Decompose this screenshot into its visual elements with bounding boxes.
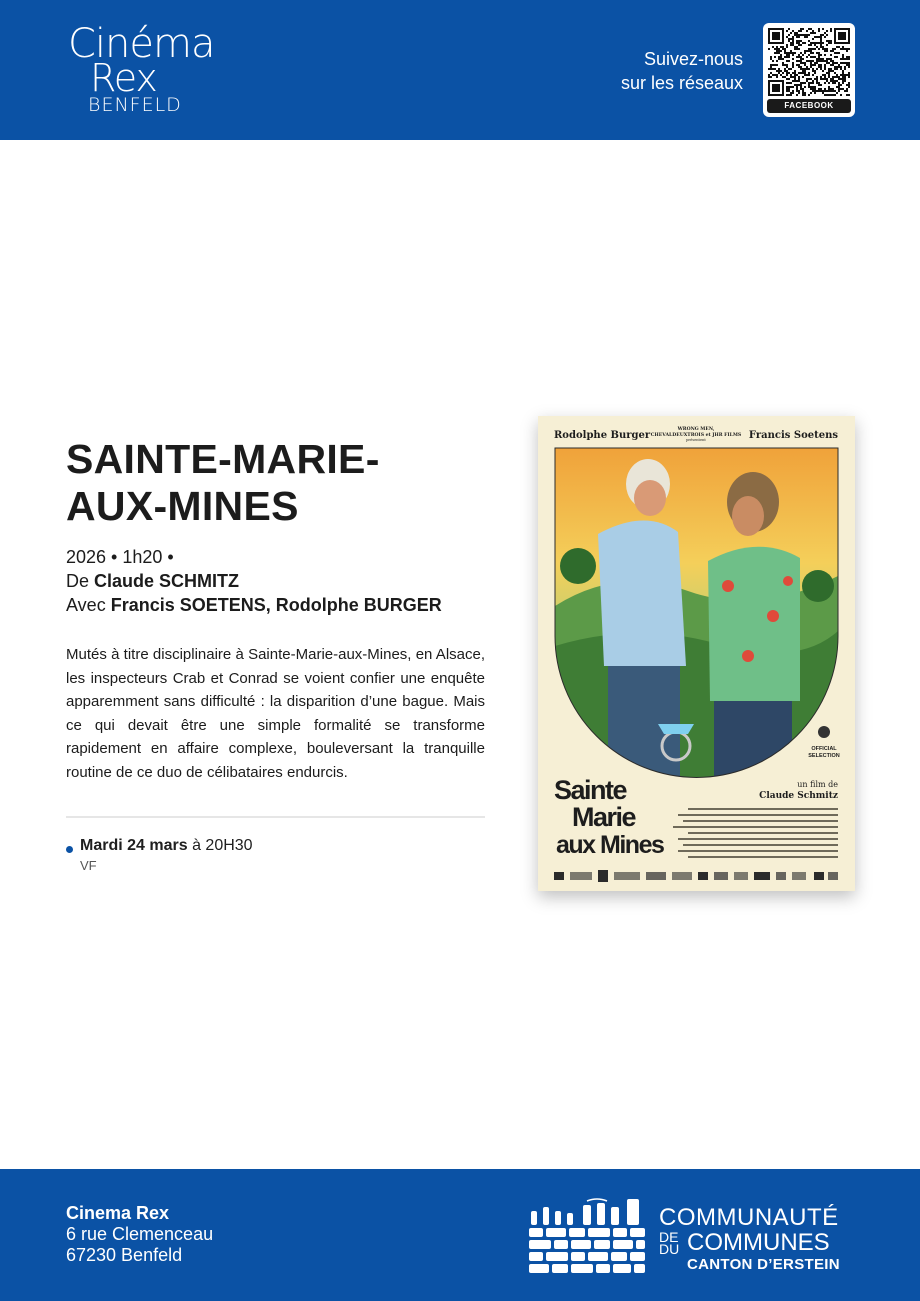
film-poster <box>538 416 855 891</box>
cast-names: Francis SOETENS, Rodolphe BURGER <box>110 595 442 615</box>
facebook-qr-code[interactable] <box>763 23 855 117</box>
address-name: Cinema Rex <box>66 1203 170 1223</box>
follow-line-1: Suivez-nous <box>643 49 743 69</box>
official-selection-icon <box>818 726 830 738</box>
poster-sponsor-logos <box>554 870 838 882</box>
poster-title-1: Sainte <box>554 775 627 805</box>
director-line <box>66 569 442 593</box>
ccce-text <box>659 1205 840 1274</box>
poster-actor-left: Rodolphe Burger <box>554 430 651 441</box>
session-version: VF <box>80 858 97 873</box>
session-at: à <box>192 837 201 854</box>
poster-director: Claude Schmitz <box>759 791 838 801</box>
castle-wall-icon <box>527 1197 649 1277</box>
session-time: 20H30 <box>205 837 253 854</box>
session-datetime <box>80 836 253 856</box>
bullet-icon <box>66 846 73 853</box>
address-street: 6 rue Clemenceau <box>66 1224 214 1244</box>
cinema-logo[interactable] <box>68 22 238 122</box>
follow-line-2: sur les réseaux <box>620 73 743 93</box>
film-title <box>66 436 486 530</box>
poster-producers-2: CHEVALDEUXTROIS et JHR FILMS <box>650 433 742 438</box>
poster-title-3: aux Mines <box>556 831 664 859</box>
poster-illustration <box>555 448 838 781</box>
divider <box>66 816 485 818</box>
header-bar <box>0 0 920 140</box>
ccce-line-2: COMMUNES <box>687 1229 830 1256</box>
logo-line-rex: Rex <box>90 56 157 100</box>
qr-label: FACEBOOK <box>767 99 851 113</box>
film-title-line-2: AUX-MINES <box>66 483 299 529</box>
cast-prefix: Avec <box>66 595 106 615</box>
poster-badge-2: SELECTION <box>808 753 840 759</box>
address-city: 67230 Benfeld <box>66 1245 183 1265</box>
footer-bar <box>0 1169 920 1301</box>
communaute-communes-logo[interactable] <box>527 1197 857 1277</box>
synopsis: Mutés à titre disciplinaire à Sainte-Marie-aux-Mines, en Alsace, les inspecteurs Crab et Conrad se voient confier une enquête apparemment sans difficulté : la disparition d’une bague. Mais ce qui devait être une simple formalité se transforme rapidement en affaire complexe, bouleversant la tranquille routine de ce duo de célibataires endurcis. <box>66 646 485 781</box>
ccce-line-1: COMMUNAUTÉ <box>659 1204 839 1231</box>
poster-badge-1: OFFICIAL <box>811 746 837 752</box>
logo-line-cinema: Cinéma <box>68 21 215 67</box>
poster-film-by: un film de <box>797 780 838 789</box>
ccce-line-3: CANTON D’ERSTEIN <box>687 1256 840 1273</box>
film-title-line-1: SAINTE-MARIE- <box>66 436 380 482</box>
logo-line-benfeld: BENFELD <box>88 94 182 116</box>
cast-line <box>66 593 442 617</box>
year-duration: 2026 • 1h20 • <box>66 547 174 567</box>
poster-credits <box>673 808 838 858</box>
ccce-de: DE <box>659 1229 679 1245</box>
ccce-row-2 <box>659 1230 840 1256</box>
session-day: Mardi 24 mars <box>80 837 188 854</box>
follow-us-text <box>621 47 743 95</box>
poster-title-2: Marie <box>572 802 636 832</box>
ccce-du: DU <box>659 1241 680 1257</box>
director-name: Claude SCHMITZ <box>94 571 240 591</box>
film-meta <box>66 545 442 617</box>
cinema-address <box>66 1203 213 1266</box>
director-prefix: De <box>66 571 90 591</box>
poster-producers-1: WRONG MEN, <box>677 427 715 432</box>
poster-artwork <box>538 416 855 891</box>
poster-actor-right: Francis Soetens <box>748 430 838 441</box>
qr-code-icon <box>768 28 850 96</box>
poster-producers-3: présentent <box>686 438 706 442</box>
